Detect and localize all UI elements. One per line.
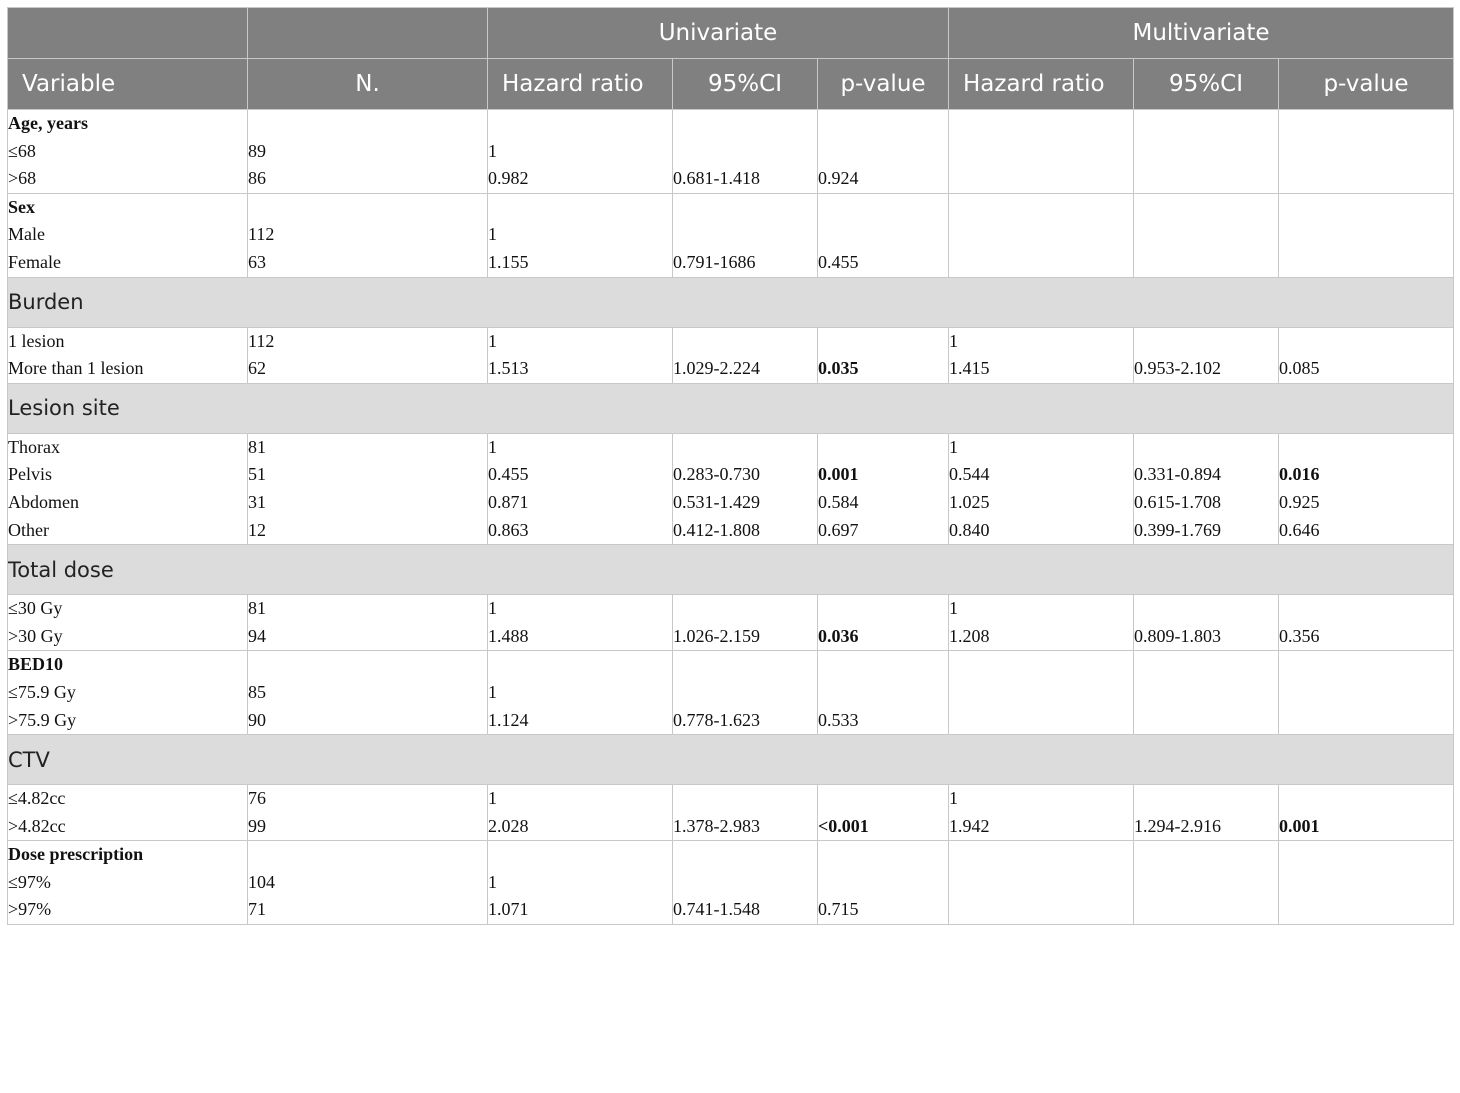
cell-value: 112 bbox=[248, 330, 275, 351]
cell-value: 0.036 bbox=[818, 625, 859, 646]
table-row bbox=[8, 785, 1454, 841]
cell-value: 1 bbox=[488, 224, 497, 245]
spacer-line bbox=[949, 841, 1133, 869]
cell-value: 1 bbox=[949, 330, 958, 351]
cell-multi-hazard-ratio bbox=[949, 785, 1134, 841]
column-header-uni-hazard-ratio: Hazard ratio bbox=[488, 59, 673, 110]
spacer-line bbox=[248, 651, 487, 679]
cell-uni-hazard-ratio bbox=[488, 433, 673, 544]
cell-value: 63 bbox=[248, 251, 266, 272]
cell-uni-p-value bbox=[818, 785, 949, 841]
section-row bbox=[8, 545, 1454, 595]
column-header-multi-ci: 95%CI bbox=[1134, 59, 1279, 110]
cell-value: 0.455 bbox=[488, 464, 529, 485]
cell-value: 0.741-1.548 bbox=[673, 899, 760, 920]
cell-value: 0.924 bbox=[818, 168, 859, 189]
cell-uni-hazard-ratio bbox=[488, 785, 673, 841]
cell-variable bbox=[8, 785, 248, 841]
cell-value bbox=[673, 328, 817, 356]
section-row bbox=[8, 383, 1454, 433]
cell-variable bbox=[8, 327, 248, 383]
variable-level: Male bbox=[8, 224, 45, 245]
cell-uni-p-value bbox=[818, 595, 949, 651]
cell-value: 85 bbox=[248, 681, 266, 702]
cell-uni-ci bbox=[673, 433, 818, 544]
cell-multi-ci bbox=[1134, 110, 1279, 194]
cell-uni-p-value bbox=[818, 327, 949, 383]
cell-value: 0.531-1.429 bbox=[673, 491, 760, 512]
cell-value: 81 bbox=[248, 436, 266, 457]
variable-level: Female bbox=[8, 251, 61, 272]
cell-value: 1.294-2.916 bbox=[1134, 815, 1221, 836]
cell-value: 1 bbox=[488, 140, 497, 161]
variable-level: Pelvis bbox=[8, 464, 53, 485]
cell-value: 0.809-1.803 bbox=[1134, 625, 1221, 646]
cell-variable bbox=[8, 193, 248, 277]
spacer-line bbox=[1134, 110, 1278, 138]
cell-uni-p-value bbox=[818, 841, 949, 925]
spacer-line bbox=[488, 651, 672, 679]
spacer-line bbox=[488, 110, 672, 138]
variable-level: Thorax bbox=[8, 436, 60, 457]
cell-value: 1.155 bbox=[488, 251, 529, 272]
cell-value: 0.533 bbox=[818, 709, 859, 730]
cell-value: 12 bbox=[248, 519, 266, 540]
table-row bbox=[8, 651, 1454, 735]
cell-value: 1.025 bbox=[949, 491, 990, 512]
cell-value bbox=[673, 679, 817, 707]
cell-uni-ci bbox=[673, 110, 818, 194]
cell-value bbox=[673, 221, 817, 249]
variable-level: 1 lesion bbox=[8, 330, 65, 351]
cell-value: 1.124 bbox=[488, 709, 529, 730]
cell-multi-ci bbox=[1134, 841, 1279, 925]
cell-value: 1 bbox=[488, 330, 497, 351]
variable-level: >30 Gy bbox=[8, 625, 63, 646]
variable-level: ≤4.82cc bbox=[8, 788, 66, 809]
cell-multi-ci bbox=[1134, 651, 1279, 735]
cell-value bbox=[1134, 434, 1278, 462]
section-label: Burden bbox=[8, 277, 1454, 327]
cell-value bbox=[818, 434, 948, 462]
cell-multi-hazard-ratio bbox=[949, 595, 1134, 651]
spacer-line bbox=[1279, 651, 1453, 679]
cell-value: 1.513 bbox=[488, 358, 529, 379]
column-header-multi-hazard-ratio: Hazard ratio bbox=[949, 59, 1134, 110]
cell-value: 0.925 bbox=[1279, 491, 1320, 512]
cell-value bbox=[1279, 434, 1453, 462]
variable-level: >75.9 Gy bbox=[8, 709, 77, 730]
cell-value: 81 bbox=[248, 598, 266, 619]
cell-value: 1 bbox=[949, 788, 958, 809]
cell-value bbox=[673, 595, 817, 623]
cell-value: 0.001 bbox=[818, 464, 859, 485]
header-blank-cell bbox=[248, 8, 488, 59]
cell-n bbox=[248, 595, 488, 651]
cell-multi-ci bbox=[1134, 595, 1279, 651]
cell-value: 90 bbox=[248, 709, 266, 730]
cell-value: 89 bbox=[248, 140, 266, 161]
cell-value: 76 bbox=[248, 788, 266, 809]
header-blank-cell bbox=[8, 8, 248, 59]
cell-value bbox=[1279, 595, 1453, 623]
spacer-line bbox=[1134, 194, 1278, 222]
variable-level: >68 bbox=[8, 168, 37, 189]
results-table bbox=[7, 7, 1454, 925]
variable-level: ≤75.9 Gy bbox=[8, 681, 76, 702]
cell-value: 86 bbox=[248, 168, 266, 189]
cell-multi-p-value bbox=[1279, 785, 1454, 841]
cell-uni-ci bbox=[673, 595, 818, 651]
cell-value: 0.697 bbox=[818, 519, 859, 540]
cell-multi-hazard-ratio bbox=[949, 433, 1134, 544]
cell-multi-p-value bbox=[1279, 433, 1454, 544]
cell-value bbox=[1279, 785, 1453, 813]
cell-multi-hazard-ratio bbox=[949, 327, 1134, 383]
cell-value bbox=[673, 869, 817, 897]
variable-level: Other bbox=[8, 519, 49, 540]
cell-value: 0.412-1.808 bbox=[673, 519, 760, 540]
spacer-line bbox=[818, 651, 948, 679]
spacer-line bbox=[673, 651, 817, 679]
variable-level: ≤68 bbox=[8, 140, 36, 161]
cell-value: 0.715 bbox=[818, 899, 859, 920]
spacer-line bbox=[673, 194, 817, 222]
cell-multi-p-value bbox=[1279, 327, 1454, 383]
spacer-line bbox=[1279, 110, 1453, 138]
cell-n bbox=[248, 193, 488, 277]
spacer-line bbox=[1279, 841, 1453, 869]
variable-title: BED10 bbox=[8, 654, 64, 675]
table-body bbox=[8, 110, 1454, 925]
cell-value: 0.085 bbox=[1279, 358, 1320, 379]
cell-multi-hazard-ratio bbox=[949, 193, 1134, 277]
cell-uni-ci bbox=[673, 193, 818, 277]
cell-value: 1 bbox=[488, 681, 497, 702]
cell-value bbox=[673, 434, 817, 462]
cell-value: 0.016 bbox=[1279, 464, 1320, 485]
header-column-row bbox=[8, 59, 1454, 110]
cell-value: 1.071 bbox=[488, 899, 529, 920]
cell-value: 1.942 bbox=[949, 815, 990, 836]
section-label: Total dose bbox=[8, 545, 1454, 595]
cell-value: 0.399-1.769 bbox=[1134, 519, 1221, 540]
cell-n bbox=[248, 327, 488, 383]
cell-variable bbox=[8, 433, 248, 544]
cell-multi-ci bbox=[1134, 785, 1279, 841]
spacer-line bbox=[818, 194, 948, 222]
cell-variable bbox=[8, 651, 248, 735]
section-label: Lesion site bbox=[8, 383, 1454, 433]
cell-multi-ci bbox=[1134, 193, 1279, 277]
cell-variable bbox=[8, 110, 248, 194]
spacer-line bbox=[248, 110, 487, 138]
cell-value: 0.356 bbox=[1279, 625, 1320, 646]
cell-value: 0.871 bbox=[488, 491, 529, 512]
cell-n bbox=[248, 841, 488, 925]
cell-n bbox=[248, 651, 488, 735]
cell-value: 0.584 bbox=[818, 491, 859, 512]
column-header-variable: Variable bbox=[8, 59, 248, 110]
spacer-line bbox=[1134, 651, 1278, 679]
section-row bbox=[8, 277, 1454, 327]
table-row bbox=[8, 841, 1454, 925]
spacer-line bbox=[949, 651, 1133, 679]
cell-value: 1.378-2.983 bbox=[673, 815, 760, 836]
header-multivariate: Multivariate bbox=[949, 8, 1454, 59]
cell-value: 0.840 bbox=[949, 519, 990, 540]
column-header-uni-p-value: p-value bbox=[818, 59, 949, 110]
cell-value: 0.615-1.708 bbox=[1134, 491, 1221, 512]
cell-multi-p-value bbox=[1279, 841, 1454, 925]
table-row bbox=[8, 110, 1454, 194]
cell-value: 0.681-1.418 bbox=[673, 168, 760, 189]
cell-value: 1.029-2.224 bbox=[673, 358, 760, 379]
cell-value: 1 bbox=[949, 598, 958, 619]
variable-title: Dose prescription bbox=[8, 844, 144, 865]
cell-value: 0.791-1686 bbox=[673, 251, 756, 272]
cell-value: 71 bbox=[248, 899, 266, 920]
variable-level: >4.82cc bbox=[8, 815, 66, 836]
cell-multi-hazard-ratio bbox=[949, 110, 1134, 194]
spacer-line bbox=[818, 841, 948, 869]
header-group-row bbox=[8, 8, 1454, 59]
cell-uni-ci bbox=[673, 841, 818, 925]
spacer-line bbox=[949, 110, 1133, 138]
spacer-line bbox=[248, 194, 487, 222]
cell-value bbox=[1134, 785, 1278, 813]
column-header-multi-p-value: p-value bbox=[1279, 59, 1454, 110]
cell-value: 0.035 bbox=[818, 358, 859, 379]
cell-value: 94 bbox=[248, 625, 266, 646]
cell-value bbox=[818, 679, 948, 707]
cell-uni-ci bbox=[673, 651, 818, 735]
cell-n bbox=[248, 433, 488, 544]
cell-uni-hazard-ratio bbox=[488, 110, 673, 194]
cell-value: 62 bbox=[248, 358, 266, 379]
variable-level: >97% bbox=[8, 899, 52, 920]
cell-value: 0.982 bbox=[488, 168, 529, 189]
cell-value: 1 bbox=[488, 871, 497, 892]
cell-value: 1 bbox=[488, 436, 497, 457]
cell-value bbox=[1279, 328, 1453, 356]
variable-level: ≤30 Gy bbox=[8, 598, 63, 619]
cell-value bbox=[673, 785, 817, 813]
cell-uni-hazard-ratio bbox=[488, 193, 673, 277]
table-row bbox=[8, 433, 1454, 544]
cell-value bbox=[818, 221, 948, 249]
cell-value: 0.331-0.894 bbox=[1134, 464, 1221, 485]
cell-n bbox=[248, 785, 488, 841]
cell-value: 0.863 bbox=[488, 519, 529, 540]
variable-title: Sex bbox=[8, 196, 35, 217]
spacer-line bbox=[1279, 194, 1453, 222]
cell-value bbox=[673, 138, 817, 166]
cell-variable bbox=[8, 841, 248, 925]
cell-multi-hazard-ratio bbox=[949, 651, 1134, 735]
cell-uni-p-value bbox=[818, 193, 949, 277]
cell-variable bbox=[8, 595, 248, 651]
cell-multi-p-value bbox=[1279, 651, 1454, 735]
cell-value: 0.646 bbox=[1279, 519, 1320, 540]
spacer-line bbox=[949, 194, 1133, 222]
cell-value bbox=[818, 869, 948, 897]
cell-value: 99 bbox=[248, 815, 266, 836]
cell-value: 2.028 bbox=[488, 815, 529, 836]
variable-level: Abdomen bbox=[8, 491, 79, 512]
cell-uni-hazard-ratio bbox=[488, 327, 673, 383]
variable-level: ≤97% bbox=[8, 871, 51, 892]
variable-title: Age, years bbox=[8, 113, 88, 133]
spacer-line bbox=[488, 841, 672, 869]
cell-value bbox=[818, 595, 948, 623]
cell-value: 1.415 bbox=[949, 358, 990, 379]
cell-uni-hazard-ratio bbox=[488, 595, 673, 651]
cell-value: <0.001 bbox=[818, 815, 869, 836]
cell-multi-ci bbox=[1134, 327, 1279, 383]
spacer-line bbox=[1134, 841, 1278, 869]
cell-uni-p-value bbox=[818, 110, 949, 194]
cell-value: 0.778-1.623 bbox=[673, 709, 760, 730]
cell-value: 0.283-0.730 bbox=[673, 464, 760, 485]
cell-value: 0.455 bbox=[818, 251, 859, 272]
cell-uni-p-value bbox=[818, 651, 949, 735]
cell-uni-p-value bbox=[818, 433, 949, 544]
column-header-uni-ci: 95%CI bbox=[673, 59, 818, 110]
spacer-line bbox=[248, 841, 487, 869]
cell-value: 51 bbox=[248, 464, 266, 485]
variable-level: More than 1 lesion bbox=[8, 358, 144, 379]
cell-value: 1 bbox=[488, 598, 497, 619]
cell-value: 104 bbox=[248, 871, 275, 892]
table-row bbox=[8, 595, 1454, 651]
cell-value bbox=[1134, 595, 1278, 623]
cell-multi-ci bbox=[1134, 433, 1279, 544]
table-header bbox=[8, 8, 1454, 110]
section-row bbox=[8, 735, 1454, 785]
cell-value: 0.544 bbox=[949, 464, 990, 485]
cell-uni-hazard-ratio bbox=[488, 841, 673, 925]
cell-uni-ci bbox=[673, 785, 818, 841]
table-row bbox=[8, 193, 1454, 277]
cell-value: 112 bbox=[248, 224, 275, 245]
cell-value: 0.953-2.102 bbox=[1134, 358, 1221, 379]
cell-multi-p-value bbox=[1279, 193, 1454, 277]
column-header-n: N. bbox=[248, 59, 488, 110]
spacer-line bbox=[673, 110, 817, 138]
cell-multi-p-value bbox=[1279, 110, 1454, 194]
cell-multi-hazard-ratio bbox=[949, 841, 1134, 925]
spacer-line bbox=[818, 110, 948, 138]
cell-value: 1.488 bbox=[488, 625, 529, 646]
cell-value: 1.208 bbox=[949, 625, 990, 646]
cell-value: 1 bbox=[488, 788, 497, 809]
cell-uni-ci bbox=[673, 327, 818, 383]
cell-value bbox=[1134, 328, 1278, 356]
table-row bbox=[8, 327, 1454, 383]
cell-uni-hazard-ratio bbox=[488, 651, 673, 735]
cell-value: 31 bbox=[248, 491, 266, 512]
cell-value bbox=[818, 785, 948, 813]
spacer-line bbox=[673, 841, 817, 869]
cell-value: 1 bbox=[949, 436, 958, 457]
header-univariate: Univariate bbox=[488, 8, 949, 59]
cell-value bbox=[818, 328, 948, 356]
cell-value: 0.001 bbox=[1279, 815, 1320, 836]
section-label: CTV bbox=[8, 735, 1454, 785]
cell-value bbox=[818, 138, 948, 166]
spacer-line bbox=[488, 194, 672, 222]
cell-n bbox=[248, 110, 488, 194]
cell-value: 1.026-2.159 bbox=[673, 625, 760, 646]
cell-multi-p-value bbox=[1279, 595, 1454, 651]
